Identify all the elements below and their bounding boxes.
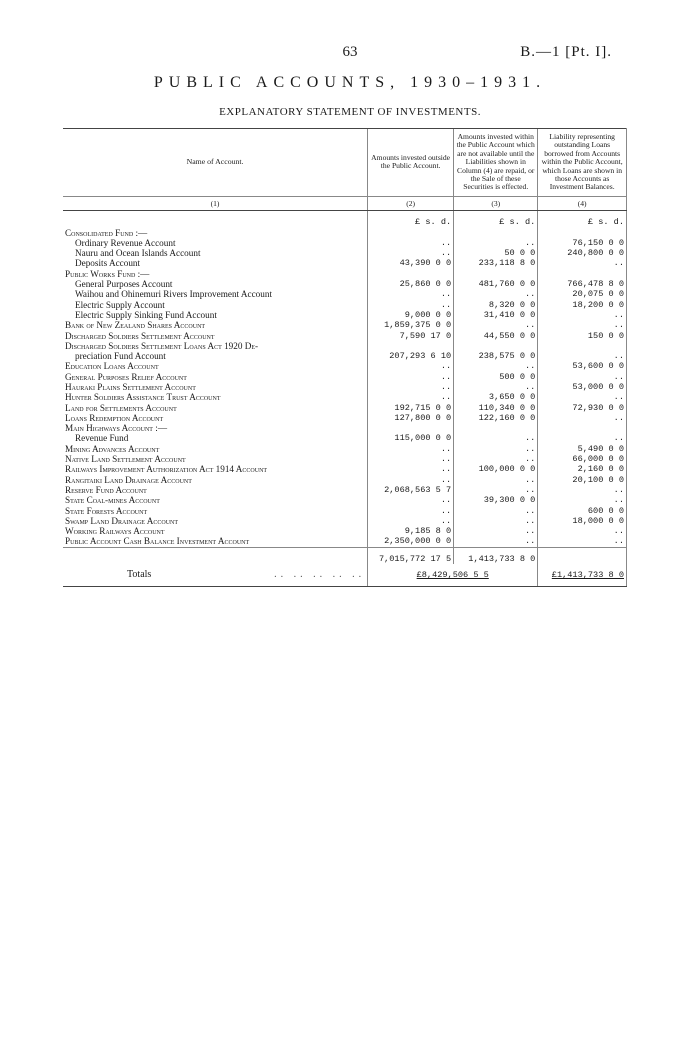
account-row	[63, 423, 627, 433]
column-heading-within: Amounts invested within the Public Account which are not available until the Liabilities shown in Column (4) are repaid, or the Sale of these Securities is effected.	[454, 129, 538, 197]
units-c3: £ s. d.	[454, 211, 538, 228]
account-name: Waihou and Ohinemuri Rivers Improvement Account	[75, 289, 273, 300]
account-name: Main Highways Account :—	[65, 423, 168, 434]
amount-c4: 20,100 0 0	[538, 475, 627, 485]
account-row	[63, 289, 627, 299]
amount-c3: ..	[454, 516, 538, 526]
account-row	[63, 320, 627, 330]
amount-c4: 66,000 0 0	[538, 454, 627, 464]
account-row	[63, 269, 627, 279]
account-row	[63, 464, 627, 474]
account-row	[63, 361, 627, 371]
amount-c3: ..	[454, 454, 538, 464]
account-row	[63, 331, 627, 341]
amount-c4: 18,200 0 0	[538, 300, 627, 310]
account-row	[63, 506, 627, 516]
subtotal-c3: 1,413,733 8 0	[454, 547, 538, 564]
amount-c2: 207,293 6 10	[368, 351, 454, 361]
account-row	[63, 238, 627, 248]
account-row	[63, 413, 627, 423]
subtotal-c2: 7,015,772 17 5	[368, 547, 454, 564]
amount-c2: ..	[368, 516, 454, 526]
amount-c2: ..	[368, 506, 454, 516]
amount-c2: 43,390 0 0	[368, 258, 454, 268]
account-row	[63, 403, 627, 413]
column-number-1: (1)	[63, 196, 368, 210]
amount-c4: 53,000 0 0	[538, 382, 627, 392]
amount-c3: ..	[454, 320, 538, 330]
amount-c3: ..	[454, 289, 538, 299]
amount-c2: ..	[368, 361, 454, 371]
account-row	[63, 392, 627, 402]
account-name: Rangitaiki Land Drainage Account	[65, 474, 192, 485]
amount-c3: 8,320 0 0	[454, 300, 538, 310]
amount-c3	[454, 228, 538, 238]
account-row	[63, 228, 627, 238]
column-number-2: (2)	[368, 196, 454, 210]
amount-c3: 122,160 0 0	[454, 413, 538, 423]
amount-c4	[538, 341, 627, 351]
amount-c4: 18,000 0 0	[538, 516, 627, 526]
amount-c3	[454, 423, 538, 433]
account-name: Ordinary Revenue Account	[75, 237, 176, 248]
account-name: Electric Supply Account	[75, 299, 165, 310]
account-row	[63, 310, 627, 320]
amount-c4: ..	[538, 526, 627, 536]
amount-c3: ..	[454, 485, 538, 495]
amount-c2: ..	[368, 454, 454, 464]
amount-c2: 2,350,000 0 0	[368, 536, 454, 547]
account-name: Deposits Account	[75, 258, 141, 269]
amount-c2: ..	[368, 300, 454, 310]
account-name: State Forests Account	[65, 505, 148, 516]
amount-c3: 31,410 0 0	[454, 310, 538, 320]
amount-c4	[538, 269, 627, 279]
account-name: Hauraki Plains Settlement Account	[65, 382, 196, 392]
amount-c4: 150 0 0	[538, 331, 627, 341]
column-number-3: (3)	[454, 196, 538, 210]
amount-c2: 7,590 17 0	[368, 331, 454, 341]
account-row	[63, 382, 627, 392]
amount-c2: 9,000 0 0	[368, 310, 454, 320]
account-row	[63, 536, 627, 547]
table-body	[63, 211, 627, 548]
account-row	[63, 495, 627, 505]
amount-c3: ..	[454, 238, 538, 248]
account-name: Loans Redemption Account	[65, 412, 164, 423]
amount-c2: 9,185 8 0	[368, 526, 454, 536]
totals-row	[63, 564, 627, 587]
amount-c4: ..	[538, 372, 627, 382]
amount-c2: ..	[368, 444, 454, 454]
amount-c4: ..	[538, 258, 627, 268]
amount-c2	[368, 269, 454, 279]
amount-c2: ..	[368, 475, 454, 485]
column-heading-name: Name of Account.	[63, 129, 368, 197]
account-row	[63, 444, 627, 454]
account-row	[63, 454, 627, 464]
investments-table	[63, 128, 627, 587]
account-row	[63, 248, 627, 258]
account-row	[63, 475, 627, 485]
account-name: Public Works Fund :—	[65, 268, 150, 279]
account-name: Public Account Cash Balance Investment Account	[65, 536, 250, 547]
document-reference: B.—1 [Pt. I].	[520, 44, 612, 60]
account-name: Discharged Soldiers Settlement Loans Act 1920 De-	[65, 340, 259, 351]
amount-c2: ..	[368, 495, 454, 505]
amount-c3: 39,300 0 0	[454, 495, 538, 505]
amount-c4: 20,075 0 0	[538, 289, 627, 299]
account-name: preciation Fund Account	[75, 351, 166, 362]
amount-c2: ..	[368, 248, 454, 258]
account-row	[63, 526, 627, 536]
amount-c3: 238,575 0 0	[454, 351, 538, 361]
column-heading-liability: Liability representing outstanding Loans borrowed from Accounts within the Public Account, which Loans are shown in those Accounts as Investment Balances.	[538, 129, 627, 197]
account-row	[63, 516, 627, 526]
account-name: Electric Supply Sinking Fund Account	[75, 309, 217, 320]
amount-c2: 192,715 0 0	[368, 403, 454, 413]
account-name: Bank of New Zealand Shares Account	[65, 320, 206, 331]
amount-c3: ..	[454, 536, 538, 547]
amount-c2: 25,860 0 0	[368, 279, 454, 289]
amount-c4	[538, 228, 627, 238]
account-name: General Purposes Account	[75, 279, 173, 290]
account-row	[63, 485, 627, 495]
amount-c3: 233,118 8 0	[454, 258, 538, 268]
totals-label	[63, 564, 368, 587]
amount-c3: ..	[454, 361, 538, 371]
account-name: Reserve Fund Account	[65, 484, 147, 495]
account-name: Native Land Settlement Account	[65, 454, 186, 465]
amount-c4: 76,150 0 0	[538, 238, 627, 248]
account-name: Railways Improvement Authorization Act 1914 Account	[65, 464, 268, 475]
amount-c3: ..	[454, 444, 538, 454]
account-name: Nauru and Ocean Islands Account	[75, 248, 201, 259]
account-name: General Purposes Relief Account	[65, 371, 187, 382]
amount-c3: 50 0 0	[454, 248, 538, 258]
leader-dots: .. .. .. .. ..	[274, 569, 366, 581]
amount-c2: 127,800 0 0	[368, 413, 454, 423]
amount-c2: ..	[368, 382, 454, 392]
account-row	[63, 351, 627, 361]
account-name: Swamp Land Drainage Account	[65, 515, 179, 526]
amount-c2: 1,859,375 0 0	[368, 320, 454, 330]
account-name: Land for Settlements Account	[65, 402, 177, 413]
column-header-row	[63, 129, 627, 197]
amount-c2	[368, 423, 454, 433]
totals-label-text: Totals	[127, 569, 152, 581]
amount-c3	[454, 341, 538, 351]
amount-c4: ..	[538, 413, 627, 423]
amount-c2: ..	[368, 464, 454, 474]
amount-c3: ..	[454, 382, 538, 392]
amount-c4: ..	[538, 320, 627, 330]
amount-c2	[368, 341, 454, 351]
amount-c3: 481,760 0 0	[454, 279, 538, 289]
amount-c4: ..	[538, 495, 627, 505]
amount-c4: ..	[538, 310, 627, 320]
amount-c3: ..	[454, 433, 538, 443]
column-number-4: (4)	[538, 196, 627, 210]
account-name: Consolidated Fund :—	[65, 227, 148, 238]
amount-c4: ..	[538, 433, 627, 443]
amount-c3	[454, 269, 538, 279]
units-c4: £ s. d.	[538, 211, 627, 228]
column-heading-outside: Amounts invested outside the Public Account.	[368, 129, 454, 197]
amount-c3: ..	[454, 506, 538, 516]
amount-c3: 110,340 0 0	[454, 403, 538, 413]
account-row	[63, 300, 627, 310]
amount-c2: ..	[368, 238, 454, 248]
amount-c3: 500 0 0	[454, 372, 538, 382]
account-name: Discharged Soldiers Settlement Account	[65, 330, 215, 341]
amount-c2: ..	[368, 372, 454, 382]
subtotal-row	[63, 547, 627, 564]
currency-units-row	[63, 211, 627, 228]
account-name: State Coal-mines Account	[65, 495, 160, 506]
account-row	[63, 279, 627, 289]
grand-total-c4: £1,413,733 8 0	[538, 564, 627, 587]
account-row	[63, 341, 627, 351]
amount-c4: 600 0 0	[538, 506, 627, 516]
amount-c3: ..	[454, 475, 538, 485]
account-name: Mining Advances Account	[65, 443, 160, 454]
grand-total-c2-c3: £8,429,506 5 5	[368, 564, 538, 587]
account-name: Education Loans Account	[65, 361, 159, 372]
amount-c4: 766,478 8 0	[538, 279, 627, 289]
units-c2: £ s. d.	[368, 211, 454, 228]
account-name: Working Railways Account	[65, 526, 165, 537]
amount-c2	[368, 228, 454, 238]
amount-c2: 2,068,563 5 7	[368, 485, 454, 495]
column-number-row	[63, 196, 627, 210]
account-name: Hunter Soldiers Assistance Trust Account	[65, 392, 221, 403]
account-name: Revenue Fund	[75, 433, 129, 444]
amount-c4: 240,800 0 0	[538, 248, 627, 258]
amount-c4: 53,600 0 0	[538, 361, 627, 371]
amount-c2: ..	[368, 289, 454, 299]
amount-c2: 115,000 0 0	[368, 433, 454, 443]
amount-c4: 72,930 0 0	[538, 403, 627, 413]
amount-c3: 44,550 0 0	[454, 331, 538, 341]
amount-c2: ..	[368, 392, 454, 402]
amount-c4: ..	[538, 485, 627, 495]
account-row	[63, 433, 627, 443]
amount-c3: 100,000 0 0	[454, 464, 538, 474]
page-title: PUBLIC ACCOUNTS, 1930–1931.	[153, 74, 547, 91]
amount-c3: 3,650 0 0	[454, 392, 538, 402]
statement-subtitle: EXPLANATORY STATEMENT OF INVESTMENTS.	[219, 106, 481, 118]
amount-c4	[538, 423, 627, 433]
amount-c3: ..	[454, 526, 538, 536]
amount-c4: 5,490 0 0	[538, 444, 627, 454]
account-row	[63, 372, 627, 382]
amount-c4: ..	[538, 536, 627, 547]
page-number: 63	[342, 44, 358, 60]
account-row	[63, 258, 627, 268]
amount-c4: ..	[538, 351, 627, 361]
amount-c4: 2,160 0 0	[538, 464, 627, 474]
amount-c4: ..	[538, 392, 627, 402]
